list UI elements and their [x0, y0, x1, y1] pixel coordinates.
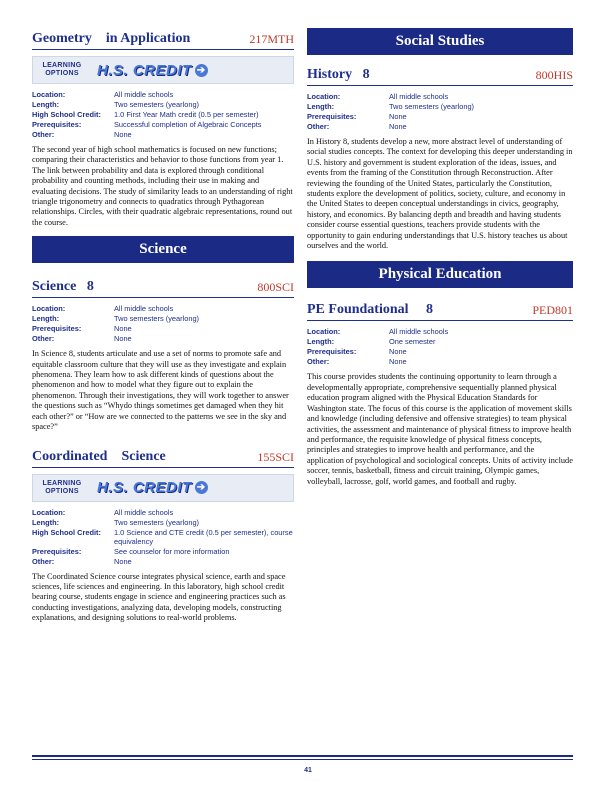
- info-value: Two semesters (yearlong): [389, 102, 475, 111]
- info-key: Prerequisites:: [307, 347, 357, 357]
- info-key: Location:: [307, 92, 341, 101]
- course-header-science8: [32, 279, 294, 298]
- info-key: Prerequisites:: [32, 120, 82, 129]
- course-code: 800SCI: [257, 280, 294, 295]
- course-description: In History 8, students develop a new, more abstract level of understanding of social studies concepts. The context for developing this deeper understanding in U.S. history and government is student exploration of the ideas, issues, and events from the framing of the Constitution through Reconstruction. After reviewing the founding of the United States, particularly the Constitution, students explore the development of politics, society, culture, and economy in the United States to deepen conceptual understandings in civics, geography, history, and economics. By balancing depth and breadth and having students consider course essential questions, teachers provide students with the opportunity to gain enduring understandings that U.S. history teaches us about ourselves and the world.: [307, 137, 573, 251]
- info-key: Other:: [32, 130, 55, 139]
- info-key: Location:: [32, 304, 66, 314]
- course-header-pe-foundational: [307, 302, 573, 321]
- learning-options-label: [33, 480, 91, 496]
- info-key: Location:: [32, 90, 66, 99]
- section-band-science: Science: [32, 236, 294, 263]
- course-code: 800HIS: [535, 68, 573, 82]
- footer-rule-top: [32, 755, 573, 757]
- course-code: 217MTH: [249, 32, 294, 46]
- learning-options-bar: [32, 56, 294, 84]
- left-column: [32, 0, 294, 624]
- info-value: All middle schools: [114, 304, 174, 314]
- course-title: History 8: [307, 67, 370, 82]
- course-info-table: [32, 304, 294, 344]
- options-label-line2: OPTIONS: [45, 487, 79, 495]
- course-code: PED801: [532, 303, 573, 318]
- info-value: Two semesters (yearlong): [114, 100, 200, 109]
- course-title: Coordinated Science: [32, 448, 166, 464]
- options-label-line2: OPTIONS: [45, 70, 79, 77]
- info-value: 1.0 Science and CTE credit (0.5 per semester), course equivalency: [114, 527, 293, 546]
- info-value: None: [389, 112, 407, 121]
- options-label-line1: LEARNING: [42, 479, 82, 487]
- info-value: All middle schools: [114, 90, 174, 99]
- info-value: All middle schools: [389, 327, 449, 337]
- info-value: None: [114, 130, 132, 139]
- info-key: Length:: [307, 102, 335, 111]
- info-value: None: [114, 334, 132, 344]
- info-key: Other:: [32, 334, 55, 344]
- hs-credit-badge: [97, 479, 208, 496]
- course-description: In Science 8, students articulate and use a set of norms to promote safe and equitable classroom culture that they will use as they investigate and explain phenomena. They learn how to ask different kinds of questions about the phenomenon and how to model what they figure out to explain the phenomenon. Through their investigations, they will work together to answer the questions such as “Whydo things sometimes get damaged when they hit each other?” or “How are we connected to the patterns we see in the sky and space?”: [32, 349, 289, 432]
- info-value: Two semesters (yearlong): [114, 314, 200, 324]
- credit-arrow-icon: ➔: [195, 481, 208, 494]
- info-value: One semester: [389, 337, 436, 347]
- info-key: Length:: [307, 337, 335, 347]
- info-key: Length:: [32, 100, 60, 109]
- hs-credit-badge: [97, 62, 208, 79]
- info-value: None: [389, 357, 407, 367]
- hs-credit-text: H.S. CREDIT: [97, 61, 192, 79]
- info-key: Length:: [32, 314, 60, 324]
- info-key: Prerequisites:: [32, 546, 82, 556]
- learning-options-bar: [32, 474, 294, 502]
- info-value: 1.0 First Year Math credit (0.5 per semester): [114, 110, 259, 119]
- credit-arrow-icon: ➔: [195, 64, 208, 77]
- options-label-line1: LEARNING: [42, 62, 82, 69]
- info-value: Two semesters (yearlong): [114, 517, 200, 527]
- course-header-coordinated-science: [32, 449, 294, 468]
- hs-credit-text: H.S. CREDIT: [97, 479, 192, 496]
- course-info-table: [307, 327, 573, 367]
- info-value: None: [389, 122, 407, 131]
- info-key: Other:: [32, 556, 55, 566]
- info-value: All middle schools: [114, 507, 174, 517]
- info-key: Location:: [32, 507, 66, 517]
- course-info-table: [32, 508, 294, 567]
- course-header-geometry: [32, 31, 294, 50]
- section-band-social-studies: Social Studies: [307, 28, 573, 55]
- info-value: Successful completion of Algebraic Concepts: [114, 120, 262, 129]
- info-value: None: [114, 324, 132, 334]
- course-info-table: [32, 90, 294, 140]
- info-key: Length:: [32, 517, 60, 527]
- info-key: Prerequisites:: [307, 112, 357, 121]
- course-title: PE Foundational 8: [307, 302, 434, 318]
- info-key: Other:: [307, 357, 330, 367]
- course-description: This course provides students the continuing opportunity to learn through a developmentally appropriate, comprehensive sequentially planned physical education program aligned with the Physical Education Standards for Washington state. The focus of this course is the application of movement skills and knowledge (including defensive and offensive strategies) to team physical activities, the assessment and maintenance of physical fitness to improve health and performance, the requisite knowledge of physical fitness concepts, principles and strategies to improve health and performance, and the application of psychological and sociological concepts. Units of activity include soccer, tennis, basketball, fitness and circuit training, Olympic games, volleyball, lacrosse, golf, world games, and football and rugby.: [307, 372, 573, 486]
- info-value: None: [114, 556, 132, 566]
- section-band-physical-education: Physical Education: [307, 261, 573, 288]
- info-key: Prerequisites:: [32, 324, 82, 334]
- course-info-table: [307, 92, 573, 132]
- course-title: Science 8: [32, 279, 94, 295]
- course-description: The second year of high school mathematics is focused on new functions; comparing their characteristics and behavior to those functions from year 1. The link between probability and data is explored through conditional probability and counting methods, including their use in making and evaluating decisions. The study of similarity leads to an understanding of right triangle trigonometry and connects to quadratics through Pythagorean relationships. Circles, with their quadratic algebraic representations, round out the course.: [32, 145, 293, 227]
- page-number: 41: [304, 767, 312, 774]
- info-key: High School Credit:: [32, 110, 101, 119]
- course-title: Geometry in Application: [32, 31, 191, 46]
- course-header-history8: [307, 67, 573, 86]
- info-key: Other:: [307, 122, 330, 131]
- info-value: See counselor for more information: [114, 546, 230, 556]
- info-value: None: [389, 347, 407, 357]
- right-column: [307, 0, 573, 487]
- course-description: The Coordinated Science course integrates physical science, earth and space sciences, life sciences and engineering. In this laboratory, high school credit bearing course, students engage in science and engineering practices such as conducting investigations, analyzing data, developing models, constructing explanations, and designing solutions to real-world problems.: [32, 571, 286, 623]
- footer-rule-bottom: [32, 759, 573, 760]
- info-value: All middle schools: [389, 92, 449, 101]
- course-code: 155SCI: [257, 449, 294, 464]
- info-key: High School Credit:: [32, 527, 101, 537]
- info-key: Location:: [307, 327, 341, 337]
- learning-options-label: [33, 62, 91, 78]
